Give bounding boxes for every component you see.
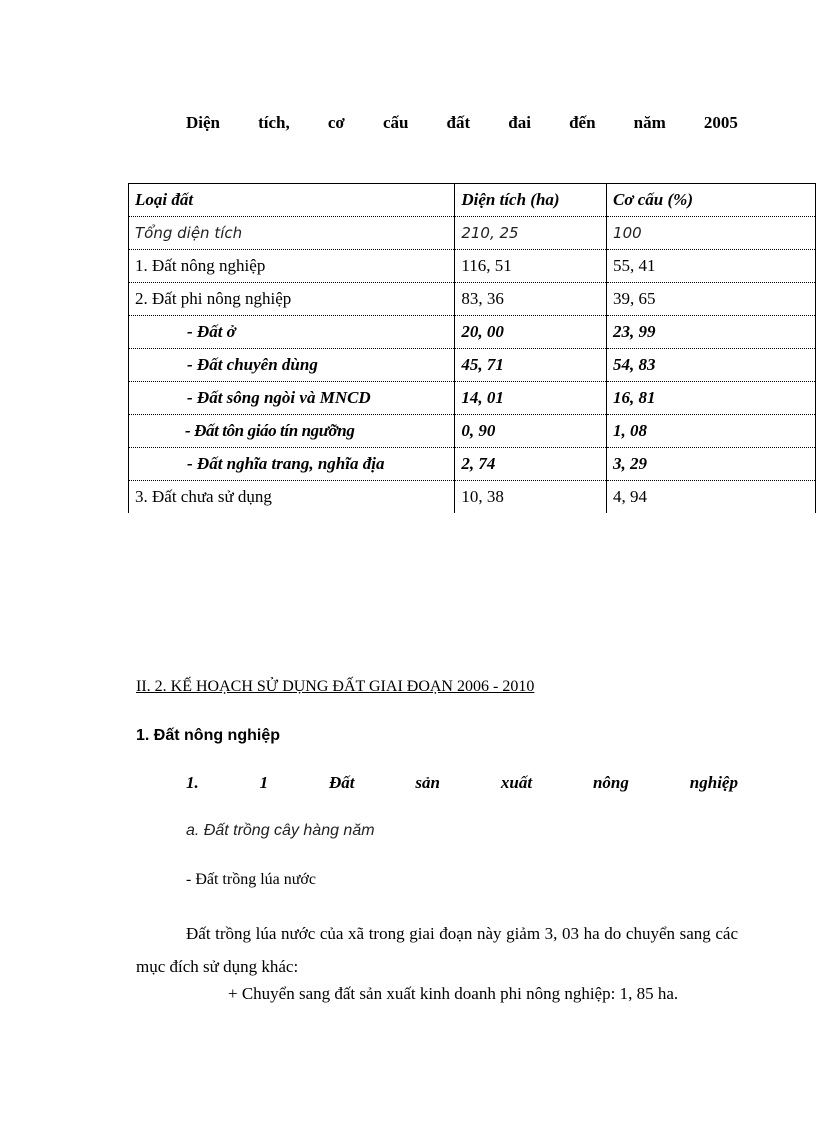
title-word: đến bbox=[569, 113, 596, 132]
heading-word: sản bbox=[415, 773, 440, 792]
item-rice-heading: - Đất trồng lúa nước bbox=[186, 871, 316, 888]
row-label: - Đất chuyên dùng bbox=[129, 349, 455, 382]
table-row bbox=[129, 316, 816, 349]
header-share: Cơ cấu (%) bbox=[607, 184, 816, 217]
row-label: 2. Đất phi nông nghiệp bbox=[129, 283, 455, 316]
row-area: 10, 38 bbox=[455, 481, 607, 514]
row-area: 116, 51 bbox=[455, 250, 607, 283]
row-share: 16, 81 bbox=[607, 382, 816, 415]
table-header-row bbox=[129, 184, 816, 217]
row-share: 23, 99 bbox=[607, 316, 816, 349]
row-area: 2, 74 bbox=[455, 448, 607, 481]
title-word: đất bbox=[446, 113, 471, 132]
table-row bbox=[129, 415, 816, 448]
row-label: Tổng diện tích bbox=[129, 217, 455, 250]
title-word: cấu bbox=[382, 113, 409, 132]
table-row bbox=[129, 283, 816, 316]
row-label: - Đất sông ngòi và MNCD bbox=[129, 382, 455, 415]
section-heading: II. 2. KẾ HOẠCH SỬ DỤNG ĐẤT GIAI ĐOẠN 2006 - 2010 bbox=[136, 678, 535, 695]
row-share: 1, 08 bbox=[607, 415, 816, 448]
land-area-table bbox=[128, 183, 816, 513]
row-label: 3. Đất chưa sử dụng bbox=[129, 481, 455, 514]
heading-word: nghiệp bbox=[689, 773, 738, 792]
table-title bbox=[186, 110, 738, 136]
heading-word: 1. bbox=[186, 773, 199, 792]
row-area: 14, 01 bbox=[455, 382, 607, 415]
row-share: 55, 41 bbox=[607, 250, 816, 283]
header-land-type: Loại đất bbox=[129, 184, 455, 217]
row-area: 83, 36 bbox=[455, 283, 607, 316]
row-area: 0, 90 bbox=[455, 415, 607, 448]
heading-word: xuất bbox=[500, 773, 533, 792]
row-area: 20, 00 bbox=[455, 316, 607, 349]
header-area: Diện tích (ha) bbox=[455, 184, 607, 217]
row-label: - Đất nghĩa trang, nghĩa địa bbox=[129, 448, 455, 481]
title-word: đai bbox=[508, 113, 531, 132]
heading-word: 1 bbox=[259, 773, 269, 792]
row-label: - Đất ở bbox=[129, 316, 455, 349]
row-share: 100 bbox=[607, 217, 816, 250]
bullet-line: + Chuyển sang đất sản xuất kinh doanh phi nông nghiệp: 1, 85 ha. bbox=[228, 984, 679, 1003]
title-word: năm bbox=[633, 113, 666, 132]
title-word: 2005 bbox=[703, 113, 738, 132]
row-label: - Đất tôn giáo tín ngưỡng bbox=[129, 415, 455, 448]
row-area: 210, 25 bbox=[455, 217, 607, 250]
table-row bbox=[129, 349, 816, 382]
row-share: 4, 94 bbox=[607, 481, 816, 514]
table-row bbox=[129, 382, 816, 415]
subsection-1-1-heading bbox=[186, 773, 738, 797]
row-share: 54, 83 bbox=[607, 349, 816, 382]
body-paragraph: Đất trồng lúa nước của xã trong giai đoạn này giảm 3, 03 ha do chuyển sang các mục đích sử dụng khác: bbox=[136, 924, 738, 976]
row-share: 3, 29 bbox=[607, 448, 816, 481]
table-row bbox=[129, 217, 816, 250]
row-share: 39, 65 bbox=[607, 283, 816, 316]
title-word: tích, bbox=[258, 113, 290, 132]
title-word: cơ bbox=[327, 113, 345, 132]
row-label: 1. Đất nông nghiệp bbox=[129, 250, 455, 283]
row-area: 45, 71 bbox=[455, 349, 607, 382]
heading-word: Đất bbox=[329, 773, 355, 792]
title-word: Diện bbox=[186, 113, 220, 132]
table-row bbox=[129, 250, 816, 283]
subsection-heading: 1. Đất nông nghiệp bbox=[136, 727, 280, 744]
table-row bbox=[129, 448, 816, 481]
heading-word: nông bbox=[592, 773, 629, 792]
item-a-heading: a. Đất trồng cây hàng năm bbox=[186, 822, 375, 839]
table-row bbox=[129, 481, 816, 514]
